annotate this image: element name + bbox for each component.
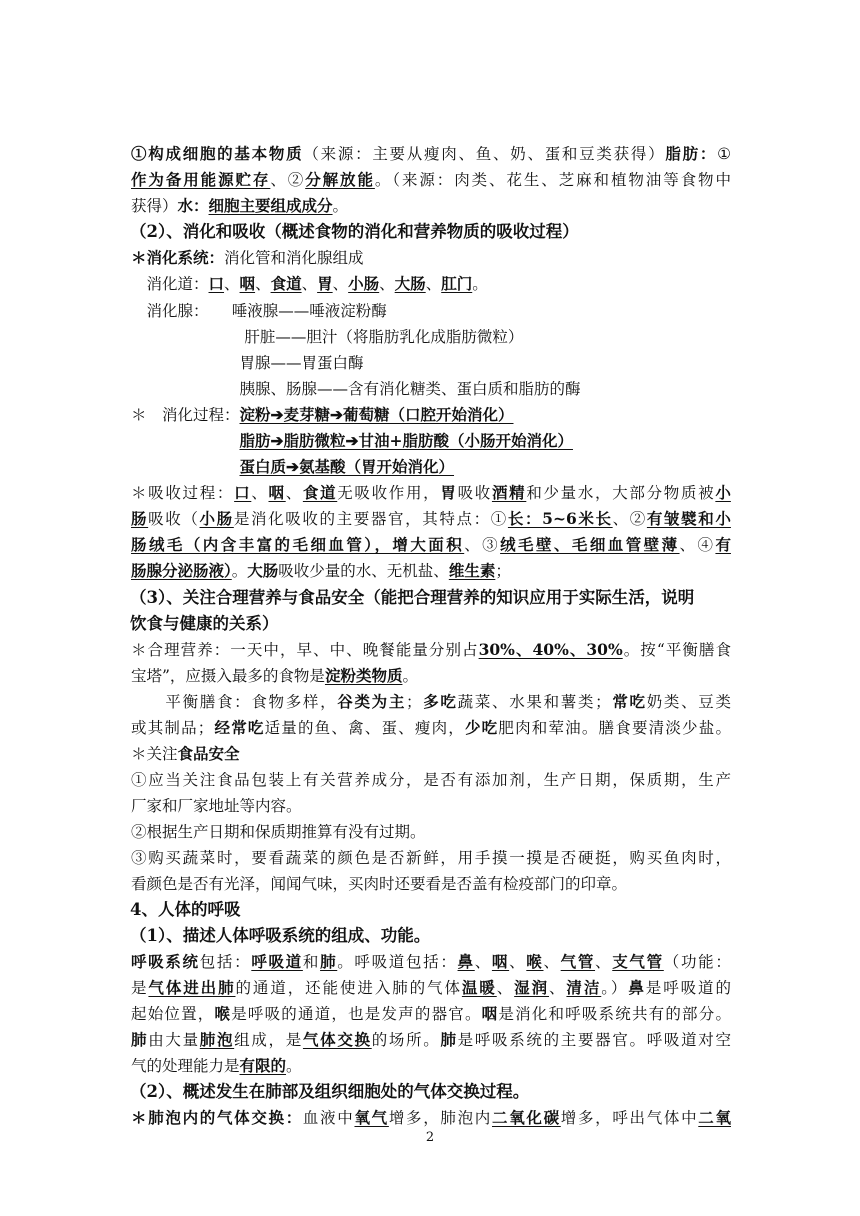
emphasis-run: 多吃 xyxy=(421,692,458,711)
text-run: 、 xyxy=(496,979,515,997)
emphasis-run: 气体进出肺 xyxy=(148,978,236,997)
text-run: 和少量水，大部分物质被 xyxy=(526,484,716,502)
text-line xyxy=(131,822,731,842)
emphasis-run: 咽 xyxy=(239,274,256,293)
text-line xyxy=(131,327,731,347)
emphasis-run: 支气管 xyxy=(612,952,664,971)
text-line xyxy=(131,874,731,894)
text-run: 是消化吸收的主要器官，其特点：① xyxy=(233,510,508,528)
emphasis-run: 长：5~6米长 xyxy=(507,509,613,528)
text-run: 。 xyxy=(231,562,248,580)
emphasis-run: 温暖 xyxy=(461,978,497,997)
text-run: 厂家和厂家地址等内容。 xyxy=(131,797,302,815)
text-run: 奶类、豆类 xyxy=(646,693,731,711)
text-line xyxy=(131,561,731,581)
heading-run: 饮食与健康的关系） xyxy=(130,614,279,633)
text-run: 吸收 xyxy=(457,484,492,502)
text-run: ③购买蔬菜时，要看蔬菜的颜色是否新鲜，用手摸一摸是否硬挺，购买鱼肉时， xyxy=(131,849,731,867)
text-run: 看颜色是否有光泽，闻闻气味，买肉时还要看是否盖有检疫部门的印章。 xyxy=(131,875,628,893)
text-run: 。） xyxy=(601,979,629,997)
text-run: 宝塔”，应摄入最多的食物是 xyxy=(131,667,325,685)
text-run: 、 xyxy=(509,953,527,971)
emphasis-run: 有皱襞和小 xyxy=(646,509,731,528)
text-line xyxy=(131,248,731,268)
heading-run: （3）、关注合理营养与食品安全（能把合理营养的知识应用于实际生活，说明 xyxy=(130,588,695,607)
emphasis-run: 少吃 xyxy=(464,718,499,737)
text-run: 平衡膳食：食物多样， xyxy=(131,693,338,711)
text-line xyxy=(130,1082,730,1102)
emphasis-run: 湿润 xyxy=(514,978,549,997)
text-run: 由大量 xyxy=(148,1031,200,1049)
emphasis-run: 胃 xyxy=(317,274,333,293)
emphasis-run: 小肠 xyxy=(199,509,234,528)
text-line xyxy=(131,170,731,190)
emphasis-run: 脂肪➔脂肪微粒➔甘油+脂肪酸（小肠开始消化） xyxy=(239,431,573,450)
text-line xyxy=(131,744,731,764)
emphasis-run: 喉 xyxy=(526,952,544,971)
text-run: 、 xyxy=(379,275,395,293)
emphasis-run: 肛门 xyxy=(441,274,473,293)
emphasis-run: 食道 xyxy=(270,274,302,293)
text-run: 。 xyxy=(472,275,488,293)
text-run: ； xyxy=(406,693,422,711)
text-run: 、 xyxy=(255,275,271,293)
text-run: 无吸收作用， xyxy=(337,484,441,502)
text-run: ①应当关注食品包装上有关营养成分，是否有添加剂，生产日期，保质期，生产 xyxy=(131,771,731,789)
text-run: （来源：主要从瘦肉、鱼、奶、蛋和豆类获得） xyxy=(303,145,666,163)
text-line xyxy=(131,379,731,399)
text-run: 气的处理能力是 xyxy=(131,1057,240,1075)
text-run: 。 xyxy=(332,197,349,215)
emphasis-run: 大肠 xyxy=(394,274,426,293)
emphasis-run: 有 xyxy=(715,535,731,554)
text-run: 消化管和消化腺组成 xyxy=(224,249,364,267)
text-run: ＊ 消化过程： xyxy=(131,406,240,424)
text-run: 。按“平衡膳食 xyxy=(622,641,731,659)
page-number: 2 xyxy=(425,1130,435,1145)
emphasis-run: 淀粉类物质 xyxy=(324,666,403,685)
emphasis-run: 30%、40%、30% xyxy=(478,640,623,659)
emphasis-run: 绒毛壁、毛细血管壁薄 xyxy=(500,535,680,554)
text-run: 增多，呼出气体中 xyxy=(560,1109,699,1127)
text-run: ＊关注 xyxy=(131,745,178,763)
text-run: 胃腺——胃蛋白酶 xyxy=(131,354,364,372)
emphasis-run: ＊肺泡内的气体交换： xyxy=(131,1108,303,1127)
text-run xyxy=(131,458,240,476)
emphasis-run: 鼻 xyxy=(628,978,646,997)
emphasis-run: 维生素 xyxy=(448,561,496,580)
text-run: 是呼吸系统的主要器官。呼吸道对空 xyxy=(457,1031,731,1049)
text-run: 血液中 xyxy=(302,1109,355,1127)
text-line xyxy=(131,196,731,216)
text-run: ； xyxy=(495,562,511,580)
text-run: 起始位置， xyxy=(131,1005,215,1023)
text-run: ＊合理营养：一天中，早、中、晚餐能量分别占 xyxy=(131,641,479,659)
emphasis-run: 咽 xyxy=(268,483,286,502)
emphasis-run: ＊消化系统： xyxy=(131,248,225,267)
emphasis-run: 作为备用能源贮存 xyxy=(131,170,271,189)
emphasis-run: 蛋白质➔氨基酸（胃开始消化） xyxy=(239,457,455,476)
emphasis-run: 鼻 xyxy=(457,952,475,971)
emphasis-run: 肺 xyxy=(440,1030,458,1049)
text-run: 、 xyxy=(332,275,349,293)
emphasis-run: 脂肪： xyxy=(665,144,718,163)
text-run: 、 xyxy=(301,275,318,293)
emphasis-run: 呼吸系统 xyxy=(131,952,200,971)
text-run: 蔬菜、水果和薯类； xyxy=(457,693,611,711)
emphasis-run: 谷类为主 xyxy=(337,692,407,711)
emphasis-run: 经常吃 xyxy=(213,718,265,737)
text-line xyxy=(130,614,730,634)
text-run: 、 xyxy=(474,953,492,971)
text-run: 或其制品； xyxy=(131,719,214,737)
emphasis-run: 口 xyxy=(234,483,252,502)
text-line xyxy=(131,796,731,816)
emphasis-run: 清洁 xyxy=(566,978,602,997)
emphasis-run: 肺 xyxy=(131,1030,149,1049)
emphasis-run: 肠腺分泌肠液） xyxy=(131,561,232,580)
text-line xyxy=(131,1004,731,1024)
emphasis-run: 喉 xyxy=(214,1004,232,1023)
text-run: 是呼吸的通道，也是发声的器官。 xyxy=(231,1005,482,1023)
text-run: ＊吸收过程： xyxy=(131,484,235,502)
text-run: 、 xyxy=(595,953,613,971)
emphasis-run: 肠 xyxy=(131,509,149,528)
text-run: 的通道，还能使进入肺的气体 xyxy=(235,979,462,997)
text-line xyxy=(130,900,730,920)
text-run: （功能： xyxy=(663,953,731,971)
text-line xyxy=(131,535,731,555)
emphasis-run: 肠绒毛（内含丰富的毛细血管），增大面积 xyxy=(131,535,465,554)
emphasis-run: 气管 xyxy=(560,952,596,971)
emphasis-run: 二氧化碳 xyxy=(492,1108,561,1127)
text-run: ① xyxy=(717,145,731,163)
text-run: 。呼吸道包括： xyxy=(337,953,458,971)
text-line xyxy=(131,718,731,738)
text-run: 肥肉和荤油。膳食要清淡少盐。 xyxy=(498,719,731,737)
text-line xyxy=(131,457,731,477)
text-run xyxy=(131,432,240,450)
heading-run: （2）、概述发生在肺部及组织细胞处的气体交换过程。 xyxy=(130,1082,530,1101)
emphasis-run: 咽 xyxy=(481,1004,499,1023)
text-line xyxy=(131,431,731,451)
text-run: 、 xyxy=(224,275,240,293)
text-run: 、② xyxy=(612,510,647,528)
emphasis-run: 咽 xyxy=(491,952,510,971)
text-run: 吸收少量的水、无机盐、 xyxy=(278,562,449,580)
emphasis-run: 口 xyxy=(208,274,225,293)
text-line xyxy=(131,274,731,294)
text-run: 胰腺、肠腺——含有消化糖类、蛋白质和脂肪的酶 xyxy=(131,380,581,398)
text-run: 、② xyxy=(270,171,306,189)
emphasis-run: 肺 xyxy=(320,952,338,971)
emphasis-run: 小肠 xyxy=(348,274,380,293)
text-line xyxy=(131,483,731,503)
text-run: 适量的鱼、禽、蛋、瘦肉， xyxy=(264,719,465,737)
emphasis-run: 呼吸道 xyxy=(251,952,303,971)
emphasis-run: 气体交换 xyxy=(302,1030,372,1049)
text-line xyxy=(131,640,731,660)
text-line xyxy=(131,666,731,686)
emphasis-run: 氧气 xyxy=(354,1108,389,1127)
text-line xyxy=(131,1030,731,1050)
emphasis-run: 有限的 xyxy=(239,1056,287,1075)
text-run: 、 xyxy=(285,484,303,502)
text-run: 、 xyxy=(549,979,567,997)
heading-run: （2）、消化和吸收（概述食物的消化和营养物质的吸收过程） xyxy=(130,222,579,241)
text-line xyxy=(131,978,731,998)
text-line xyxy=(130,926,730,946)
text-line xyxy=(131,353,731,373)
emphasis-run: 常吃 xyxy=(610,692,647,711)
text-run: ②根据生产日期和保质期推算有没有过期。 xyxy=(131,823,426,841)
text-line xyxy=(131,1108,731,1128)
text-line xyxy=(131,144,731,164)
text-run: 。 xyxy=(402,667,418,685)
emphasis-run: 大肠 xyxy=(247,561,279,580)
text-run: 增多，肺泡内 xyxy=(388,1109,492,1127)
text-run: 和 xyxy=(302,953,321,971)
text-line xyxy=(130,222,730,242)
text-line xyxy=(131,509,731,529)
text-line xyxy=(131,770,731,790)
text-run: 是消化和呼吸系统共有的部分。 xyxy=(498,1005,731,1023)
text-run: 吸收（ xyxy=(148,510,200,528)
text-run: 消化腺： 唾液腺——唾液淀粉酶 xyxy=(131,302,387,320)
text-run: 、 xyxy=(251,484,269,502)
text-line xyxy=(131,692,731,712)
emphasis-run: 酒精 xyxy=(491,483,527,502)
emphasis-run: 肺泡 xyxy=(199,1030,235,1049)
text-run: 是呼吸道的 xyxy=(645,979,731,997)
text-run: 组成，是 xyxy=(234,1031,303,1049)
emphasis-run: 胃 xyxy=(440,483,458,502)
text-line xyxy=(131,848,731,868)
text-line xyxy=(130,588,730,608)
text-line xyxy=(131,301,731,321)
text-run: 。（来源：肉类、花生、芝麻和植物油等食物中 xyxy=(374,171,731,189)
heading-run: （1）、描述人体呼吸系统的组成、功能。 xyxy=(130,926,431,945)
text-run: 的场所。 xyxy=(371,1031,441,1049)
emphasis-run: 小 xyxy=(715,483,731,502)
text-run: 、 xyxy=(543,953,561,971)
emphasis-run: 淀粉➔麦芽糖➔葡萄糖（口腔开始消化） xyxy=(239,405,514,424)
text-line xyxy=(131,405,731,425)
emphasis-run: 分解放能 xyxy=(305,170,375,189)
emphasis-run: 食品安全 xyxy=(177,744,240,763)
text-line xyxy=(131,1056,731,1076)
emphasis-run: 二氧 xyxy=(698,1108,731,1127)
text-run: 、④ xyxy=(679,536,716,554)
text-run: 包括： xyxy=(199,953,252,971)
text-run: 肝脏——胆汁（将脂肪乳化成脂肪微粒） xyxy=(131,328,524,346)
text-run: 获得） xyxy=(131,197,178,215)
heading-run: 4、人体的呼吸 xyxy=(130,900,241,919)
emphasis-run: 细胞主要组成成分 xyxy=(208,196,333,215)
emphasis-run: 食道 xyxy=(302,483,338,502)
text-run: 消化道： xyxy=(131,275,209,293)
text-run: 是 xyxy=(131,979,149,997)
emphasis-run: 水： xyxy=(177,196,209,215)
text-run: 、 xyxy=(425,275,442,293)
emphasis-run: ①构成细胞的基本物质 xyxy=(131,144,304,163)
text-run: 、③ xyxy=(464,536,501,554)
text-run: 。 xyxy=(286,1057,302,1075)
text-line xyxy=(131,952,731,972)
